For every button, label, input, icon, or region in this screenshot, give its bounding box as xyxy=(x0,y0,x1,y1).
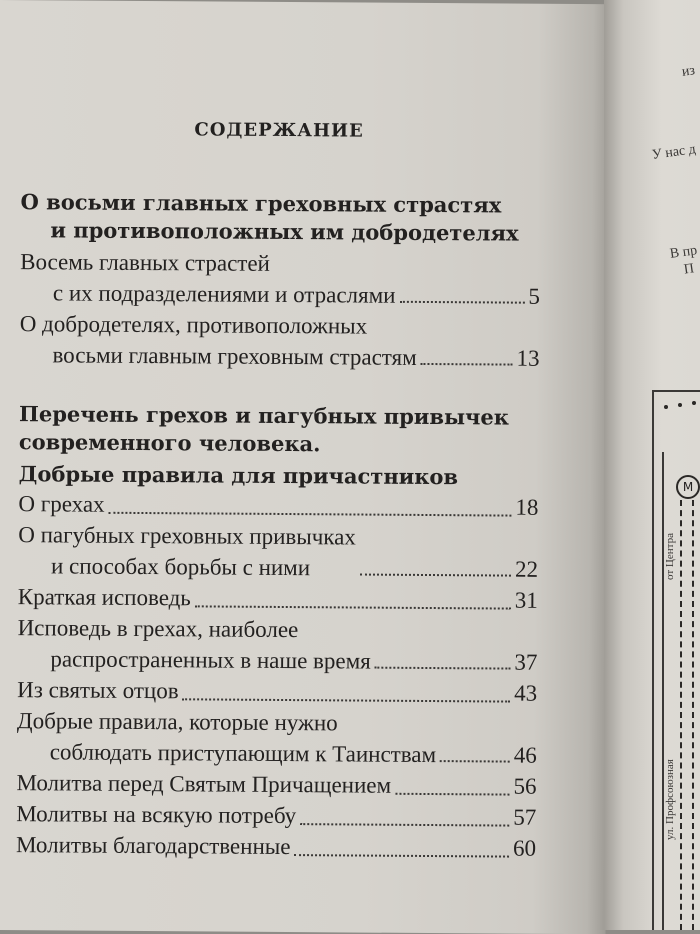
toc-entry-label: О грехах xyxy=(18,491,105,517)
toc-entry-label: Краткая исповедь xyxy=(17,584,191,611)
map-route-line xyxy=(680,500,682,930)
toc-page-number: 46 xyxy=(513,742,537,768)
table-of-contents xyxy=(16,188,541,864)
toc-entry-label: распространенных в наше время xyxy=(50,646,371,674)
toc-entry-label: О добродетелях, противоположных xyxy=(19,311,368,339)
toc-page-number: 57 xyxy=(513,804,537,830)
toc-entry xyxy=(16,798,536,833)
toc-entry xyxy=(19,308,539,374)
toc-entry xyxy=(17,612,537,678)
metro-icon: М xyxy=(676,475,700,499)
dot-leader xyxy=(395,793,509,796)
dot-leader xyxy=(360,574,511,577)
dot-leader xyxy=(440,760,510,762)
right-page-text: В пр xyxy=(669,243,699,262)
section-title-line: О восьми главных греховных страстях xyxy=(20,189,502,218)
toc-entry-label: восьми главным греховным страстям xyxy=(52,342,417,370)
dot-leader xyxy=(399,301,524,304)
dot-leader xyxy=(195,605,511,609)
right-page-text: П xyxy=(682,261,696,278)
toc-entry xyxy=(18,519,538,585)
toc-page-number: 22 xyxy=(514,556,539,582)
toc-page-number: 56 xyxy=(513,773,537,799)
dot-leader xyxy=(421,363,513,366)
toc-page-number: 5 xyxy=(528,283,541,309)
section-title-line: современного человека. xyxy=(18,429,321,457)
toc-entry-label: О пагубных греховных привычках xyxy=(18,522,356,550)
dot-leader xyxy=(300,823,509,826)
toc-entry-label: Исповедь в грехах, наиболее xyxy=(17,615,299,643)
toc-page-number: 31 xyxy=(514,587,538,613)
right-page-text: из xyxy=(680,63,696,80)
toc-page-number: 37 xyxy=(514,649,538,675)
dot-leader xyxy=(109,512,512,517)
right-page xyxy=(604,0,700,930)
section-title xyxy=(19,400,540,492)
toc-entry xyxy=(17,705,537,771)
toc-page-number: 60 xyxy=(513,835,537,861)
toc-entry-label: Молитва перед Святым Причащением xyxy=(16,770,392,798)
toc-entry-label: Восемь главных страстей xyxy=(20,249,271,276)
map-route-line xyxy=(692,500,694,930)
toc-entry-label: Добрые правила, которые нужно xyxy=(16,708,338,736)
toc-entry xyxy=(16,829,536,864)
section-title-line: Перечень грехов и пагубных привычек xyxy=(19,401,510,430)
section-title-line: Добрые правила для причастников xyxy=(18,461,459,490)
toc-entry xyxy=(17,674,537,709)
dot-leader xyxy=(294,854,509,857)
dot-leader xyxy=(183,698,511,702)
toc-entry xyxy=(20,246,540,312)
map-dot xyxy=(692,401,696,405)
toc-entry xyxy=(18,581,538,616)
street-label: ул. Профсоюзная xyxy=(664,759,676,840)
toc-entry-label: с их подразделениями и отраслями xyxy=(52,280,396,308)
section-title-line: и противоположных им добродетелях xyxy=(50,217,519,246)
map-dot xyxy=(678,403,682,407)
toc-entry-label: Молитвы благодарственные xyxy=(16,832,291,860)
dot-leader xyxy=(375,667,511,670)
toc-entry-label: и способах борьбы с ними xyxy=(50,553,311,581)
toc-entry-label: соблюдать приступающим к Таинствам xyxy=(49,739,437,768)
toc-entry xyxy=(18,488,538,523)
toc-page-number: 13 xyxy=(516,345,540,371)
toc-entry-label: Из святых отцов xyxy=(17,677,179,704)
street-label: от Центра xyxy=(664,533,676,580)
toc-entry-label: Молитвы на всякую потребу xyxy=(16,801,297,829)
toc-page-number: 18 xyxy=(515,494,539,520)
section-title xyxy=(20,188,540,248)
toc-entry xyxy=(16,767,536,802)
map-dot xyxy=(664,405,668,409)
right-page-text: У нас д xyxy=(651,142,697,163)
page-title: СОДЕРЖАНИЕ xyxy=(194,119,364,142)
toc-page-number: 43 xyxy=(514,680,538,706)
